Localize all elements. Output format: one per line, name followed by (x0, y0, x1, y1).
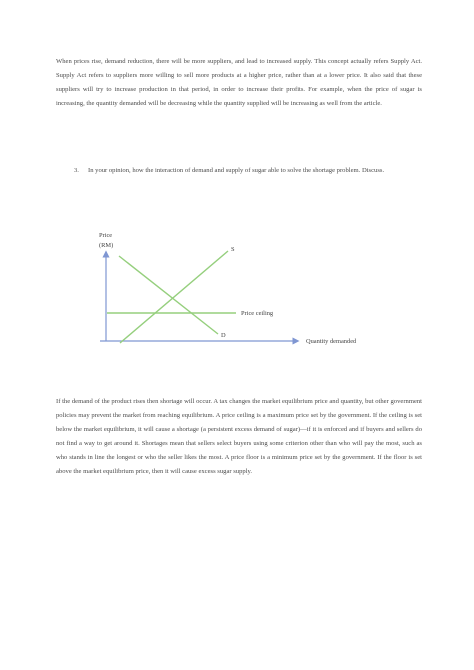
price-ceiling-label: Price ceiling (241, 310, 274, 317)
demand-curve (119, 256, 218, 334)
question-text: In your opinion, how the interaction of demand and supply of sugar able to solve the shortage problem. Discuss. (88, 167, 385, 174)
x-axis-label: Quantity demanded (306, 338, 357, 345)
demand-curve-label: D (221, 332, 226, 339)
question-number: 3. (74, 167, 79, 174)
paragraph-price-ceiling: If the demand of the product rises then shortage will occur. A tax changes the market equilibrium price and quantity, but other government policies may prevent the market from reaching equilibrium. A price ceiling is a maximum price set by the government. If the ceiling is set below the market equilibrium, it will cause a shortage (a persistent excess demand of sugar)—if it is enforced and if buyers and sellers do not find a way to get around it. Shortages mean that sellers select buyers using some criterion other than who will pay the most, such as who stands in line the longest or who the seller likes the most. A price floor is a minimum price set by the government. If the floor is set above the market equilibrium price, then it will cause excess sugar supply. (56, 398, 422, 476)
supply-curve-label: S (231, 246, 235, 253)
paragraph-supply-act: When prices rise, demand reduction, there will be more suppliers, and lead to increased supply. This concept actually refers Supply Act. Supply Act refers to suppliers more willing to sell more products at a higher price, rather than at a lower price. It also said that these suppliers will try to increase production in that period, in order to increase their profits. For example, when the price of sugar is increasing, the quantity demanded will be decreasing while the quantity supplied will be increasing as well from the article. (56, 58, 422, 108)
y-axis-label-unit: (RM) (99, 242, 114, 249)
y-axis-label-price: Price (99, 232, 113, 239)
